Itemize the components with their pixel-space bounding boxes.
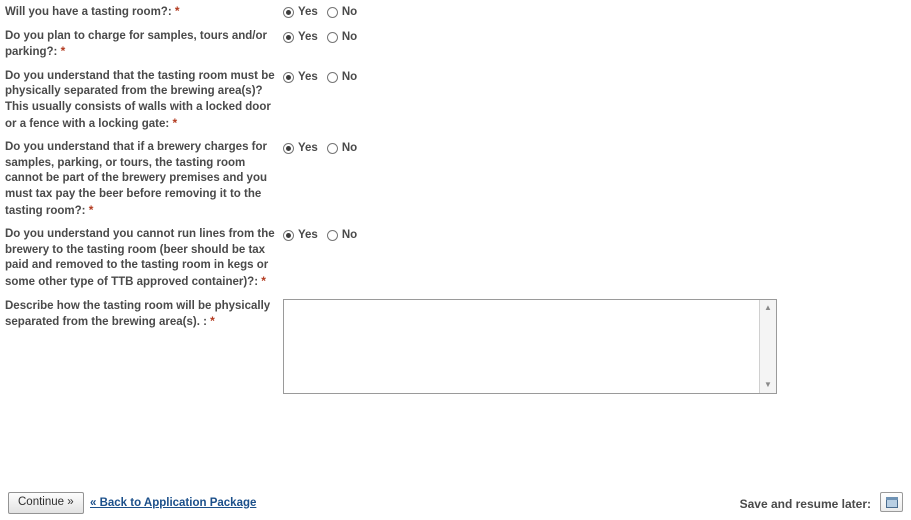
scroll-down-icon[interactable]: ▼ [764,379,772,389]
radio-yes-icon[interactable] [283,230,294,241]
radio-no-label: No [341,142,358,155]
radio-yes-label: Yes [298,229,318,242]
form-row-tasting-room [0,0,911,25]
radio-option-yes[interactable] [283,70,318,86]
radio-option-no[interactable] [327,70,357,86]
required-marker: * [60,44,66,59]
question-text: Describe how the tasting room will be physically separated from the brewing area(s). : [5,299,271,329]
question-text: Will you have a tasting room?: [5,6,172,18]
save-and-resume-label: Save and resume later: [739,497,871,511]
radio-option-yes[interactable] [283,5,318,21]
question-field [283,136,911,161]
form-footer [0,487,911,520]
question-text: Do you plan to charge for samples, tours and/or parking?: [5,29,267,59]
required-marker: * [88,202,94,217]
radio-group-tasting-room [283,4,911,21]
radio-option-no[interactable] [327,228,357,244]
question-text: Do you understand that if a brewery charges for samples, parking, or tours, the tasting room cannot be part of the brewery premises and you must tax pay the beer before removing it to the tasting room?: [5,141,268,217]
radio-yes-icon[interactable] [283,143,294,154]
question-field [283,25,911,50]
question-label [0,136,283,223]
radio-no-icon[interactable] [327,32,338,43]
radio-group-no-lines [283,227,911,244]
radio-option-no[interactable] [327,141,357,157]
radio-group-charge-samples [283,29,911,46]
radio-no-label: No [341,6,358,18]
question-label [0,223,283,294]
radio-option-yes[interactable] [283,228,318,244]
question-label [0,295,283,335]
question-field [283,295,911,401]
required-marker: * [210,314,215,329]
radio-no-label: No [341,70,358,83]
scroll-up-icon[interactable]: ▲ [764,302,772,312]
radio-option-no[interactable] [327,5,357,21]
radio-yes-icon[interactable] [283,7,294,18]
question-field [283,0,911,25]
question-label [0,25,283,65]
radio-no-icon[interactable] [327,72,338,83]
radio-no-icon[interactable] [327,143,338,154]
radio-yes-label: Yes [298,142,318,155]
question-field [283,223,911,248]
form-row-physical-separation [0,65,911,136]
radio-option-yes[interactable] [283,30,318,46]
radio-no-label: No [341,229,358,242]
radio-no-label: No [341,30,358,43]
describe-separation-wrapper [283,299,777,397]
radio-yes-label: Yes [298,6,318,18]
required-marker: * [174,4,180,18]
required-marker: * [172,115,178,130]
question-field [283,65,911,90]
radio-group-physical-separation [283,69,911,86]
radio-no-icon[interactable] [327,7,338,18]
question-text: Do you understand you cannot run lines from the brewery to the tasting room (beer should be tax paid and removed to the tasting room in kegs or some other type of TTB approved container)?: [5,228,275,288]
form-row-no-lines [0,223,911,294]
question-label [0,65,283,136]
back-to-application-package-link[interactable]: « Back to Application Package [90,497,257,509]
radio-group-tax-pay-beer [283,140,911,157]
save-window-icon[interactable] [880,492,903,512]
required-marker: * [261,273,266,288]
form-row-describe-separation [0,295,911,401]
form-row-tax-pay-beer [0,136,911,223]
describe-separation-textarea[interactable] [283,299,777,394]
radio-yes-icon[interactable] [283,32,294,43]
question-label [0,0,283,25]
radio-yes-label: Yes [298,30,318,43]
radio-yes-icon[interactable] [283,72,294,83]
radio-option-yes[interactable] [283,141,318,157]
question-text: Do you understand that the tasting room must be physically separated from the brewing area(s)? This usually consists of walls with a locked door or a fence with a locking gate: [5,69,275,130]
form-row-charge-samples [0,25,911,65]
radio-yes-label: Yes [298,70,318,83]
radio-option-no[interactable] [327,30,357,46]
radio-no-icon[interactable] [327,230,338,241]
continue-button[interactable]: Continue » [8,492,84,514]
